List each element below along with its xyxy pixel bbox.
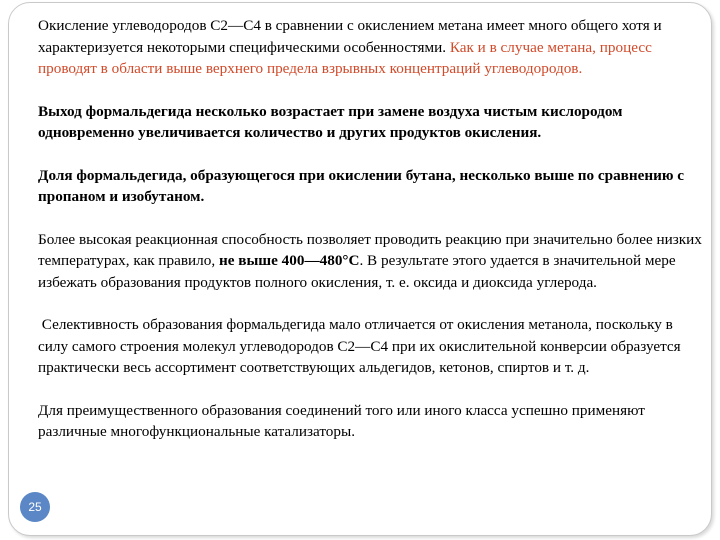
paragraph-4-text-after: . В результате этого удается в значительной мере избежать образования продуктов полного окисления, т. е. оксида и диоксида углерода. <box>38 252 676 291</box>
paragraph-5-text: Селективность образования формальдегида мало отличается от окисления метанола, поскольку в силу самого строения молекул углеводородов С2—С4 при их окислительной конверсии образуется практически весь ассортимент соответствующих альдегидов, кетонов, спиртов и т. д. <box>38 316 681 376</box>
slide-content <box>38 15 702 443</box>
slide-frame <box>8 2 712 536</box>
paragraph-4 <box>38 229 702 294</box>
paragraph-4-text-before: Более высокая реакционная способность позволяет проводить реакцию при значительно более низких температурах, как правило, <box>38 230 702 269</box>
paragraph-5 <box>38 314 702 379</box>
paragraph-3: Доля формальдегида, образующегося при окислении бутана, несколько выше по сравнению с пропаном и изобутаном. <box>38 166 685 205</box>
page-number-badge: 25 <box>20 492 50 522</box>
paragraph-1 <box>38 15 702 80</box>
paragraph-1-text: Окисление углеводородов С2—С4 в сравнении с окислением метана имеет много общего хотя и характеризуется некоторыми специфическими особенностями. <box>38 17 662 56</box>
paragraph-6: Для преимущественного образования соединений того или иного класса успешно применяют различные многофункциональные катализаторы. <box>38 401 645 440</box>
paragraph-2: Выход формальдегида несколько возрастает при замене воздуха чистым кислородом одновременно увеличивается количество и других продуктов окисления. <box>38 102 623 141</box>
paragraph-4-bold-temperature: не выше 400—480°С <box>218 252 360 269</box>
paragraph-1-highlight: Как и в случае метана, процесс проводят в области выше верхнего предела взрывных концентраций углеводородов. <box>38 38 652 77</box>
